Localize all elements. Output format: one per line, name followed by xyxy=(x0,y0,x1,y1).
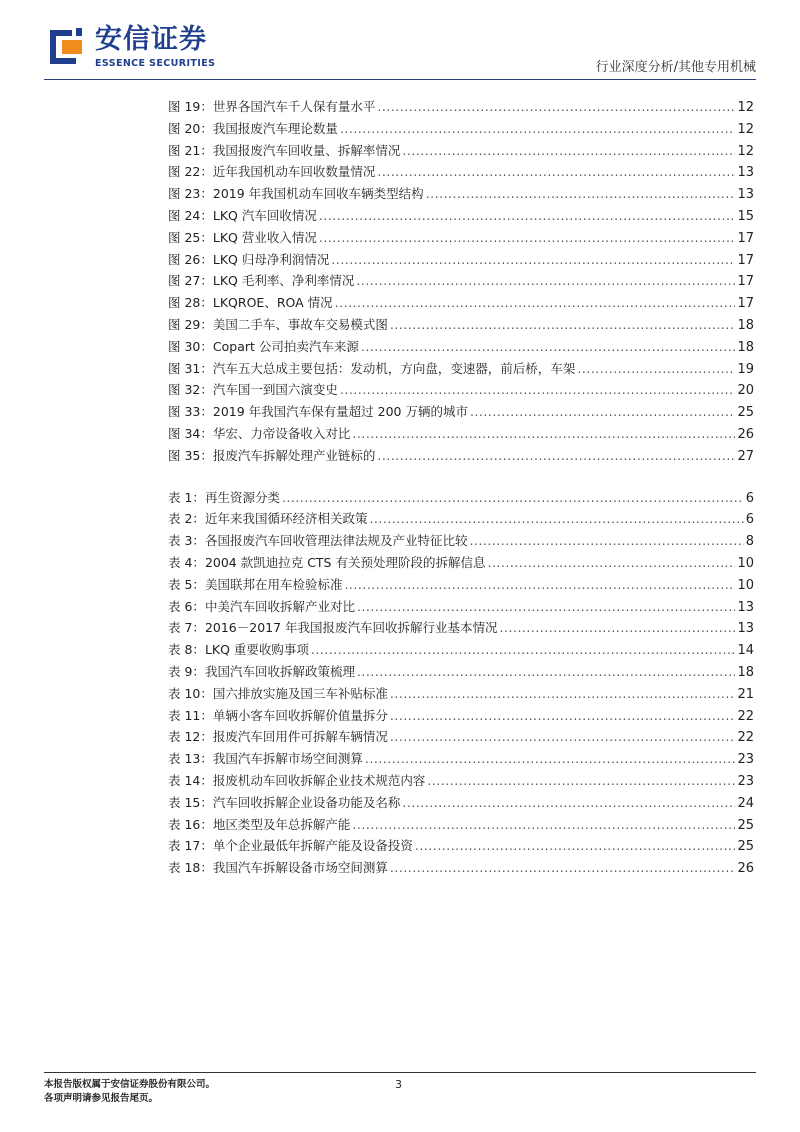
toc-entry-label: 图 21： xyxy=(168,142,213,158)
toc-entry-title: 我国报废汽车理论数量 xyxy=(212,120,338,136)
toc-entry-page: 17 xyxy=(737,230,754,246)
toc-leader-dots xyxy=(352,814,735,836)
toc-entry-label: 图 31： xyxy=(168,360,213,376)
toc-entry-title: 国六排放实施及国三车补贴标准 xyxy=(212,685,388,701)
toc-leader-dots xyxy=(331,249,735,271)
toc-entry-label: 表 17： xyxy=(168,838,213,854)
toc-entry[interactable] xyxy=(168,835,754,857)
toc-entry-label: 图 22： xyxy=(168,164,213,180)
toc-entry[interactable] xyxy=(168,814,754,836)
toc-leader-dots xyxy=(377,161,735,183)
toc-entry-title: 再生资源分类 xyxy=(204,489,280,505)
toc-entry-label: 表 12： xyxy=(168,729,213,745)
toc-entry-label: 表 18： xyxy=(168,860,213,876)
toc-entry-page: 27 xyxy=(737,448,754,464)
toc-entry-label: 表 15： xyxy=(168,794,213,810)
essence-logo-icon xyxy=(46,24,86,68)
toc-entry-label: 图 35： xyxy=(168,447,213,463)
toc-entry[interactable] xyxy=(168,423,754,445)
toc-leader-dots xyxy=(470,401,735,423)
toc-entry-title: LKQROE、ROA 情况 xyxy=(212,295,333,311)
toc-leader-dots xyxy=(426,183,736,205)
toc-leader-dots xyxy=(500,617,736,639)
toc-entry[interactable] xyxy=(168,270,754,292)
toc-entry[interactable] xyxy=(168,639,754,661)
toc-entry[interactable] xyxy=(168,336,754,358)
toc-leader-dots xyxy=(352,423,735,445)
toc-entry[interactable] xyxy=(168,792,754,814)
toc-entry-label: 图 19： xyxy=(168,99,213,114)
toc-leader-dots xyxy=(335,292,736,314)
toc-entry-label: 表 10： xyxy=(168,685,213,701)
toc-entry[interactable] xyxy=(168,161,754,183)
toc-entry-page: 14 xyxy=(737,643,754,659)
toc-entry[interactable] xyxy=(168,617,754,639)
toc-entry-page: 13 xyxy=(737,621,754,637)
toc-leader-dots xyxy=(377,96,735,118)
toc-entry-label: 图 26： xyxy=(168,251,213,267)
toc-entry-page: 20 xyxy=(737,383,754,399)
toc-entry-title: 单辆小客车回收拆解价值量拆分 xyxy=(212,707,388,723)
toc-entry[interactable] xyxy=(168,358,754,380)
toc-entry[interactable] xyxy=(168,552,754,574)
toc-entry-page: 12 xyxy=(737,143,754,159)
toc-entry-label: 表 6： xyxy=(168,598,205,614)
toc-entry-title: 我国汽车拆解设备市场空间测算 xyxy=(212,860,388,876)
toc-entry-page: 24 xyxy=(737,795,754,811)
toc-entry-title: 近年来我国循环经济相关政策 xyxy=(204,511,368,527)
toc-entry-title: LKQ 归母净利润情况 xyxy=(212,251,330,267)
toc-entry[interactable] xyxy=(168,292,754,314)
toc-entry-title: 2004 款凯迪拉克 CTS 有关预处理阶段的拆解信息 xyxy=(204,554,486,570)
toc-entry-title: 汽车回收拆解企业设备功能及名称 xyxy=(212,794,401,810)
toc-leader-dots xyxy=(390,683,736,705)
toc-entry-label: 图 33： xyxy=(168,404,213,420)
toc-entry-title: LKQ 毛利率、净利率情况 xyxy=(212,273,355,289)
toc-entry-title: Copart 公司拍卖汽车来源 xyxy=(212,338,359,354)
toc-entry-page: 8 xyxy=(745,534,754,550)
toc-entry-page: 12 xyxy=(737,121,754,137)
toc-entry-title: 汽车国一到国六演变史 xyxy=(212,382,338,398)
toc-leader-dots xyxy=(357,661,736,683)
toc-entry[interactable] xyxy=(168,661,754,683)
toc-leader-dots xyxy=(357,596,736,618)
toc-leader-dots xyxy=(282,487,744,509)
toc-entry-title: 单个企业最低年拆解产能及设备投资 xyxy=(212,838,413,854)
brand-name-en: ESSENCE SECURITIES xyxy=(95,58,216,69)
toc-entry[interactable] xyxy=(168,530,754,552)
toc-entry-label: 表 7： xyxy=(168,620,205,636)
toc-entry-title: 报废汽车拆解处理产业链标的 xyxy=(212,447,376,463)
toc-entry-page: 10 xyxy=(737,577,754,593)
toc-entry-label: 表 13： xyxy=(168,751,213,767)
toc-entry-title: LKQ 营业收入情况 xyxy=(212,229,317,245)
toc-entry-page: 10 xyxy=(737,555,754,571)
toc-entry[interactable] xyxy=(168,857,754,879)
toc-entry-title: 华宏、力帝设备收入对比 xyxy=(212,425,351,441)
toc-leader-dots xyxy=(344,574,735,596)
toc-entry-page: 6 xyxy=(745,490,754,506)
toc-entry-page: 23 xyxy=(737,752,754,768)
toc-entry-label: 表 14： xyxy=(168,772,213,788)
toc-entry-title: 地区类型及年总拆解产能 xyxy=(212,816,351,832)
toc-leader-dots xyxy=(390,705,736,727)
toc-leader-dots xyxy=(487,552,735,574)
figure-list xyxy=(168,96,754,467)
toc-leader-dots xyxy=(415,835,736,857)
footer-divider xyxy=(44,1072,756,1073)
toc-entry-label: 图 28： xyxy=(168,295,213,311)
toc-entry[interactable] xyxy=(168,705,754,727)
toc-entry-page: 23 xyxy=(737,773,754,789)
toc-entry-title: 2019 年我国汽车保有量超过 200 万辆的城市 xyxy=(212,404,468,420)
toc-entry-title: 中美汽车回收拆解产业对比 xyxy=(204,598,355,614)
toc-entry-page: 22 xyxy=(737,708,754,724)
toc-leader-dots xyxy=(311,639,736,661)
toc-entry-page: 25 xyxy=(737,817,754,833)
table-list xyxy=(168,487,754,879)
toc-entry-page: 25 xyxy=(737,839,754,855)
toc-entry-label: 图 30： xyxy=(168,338,213,354)
toc-entry-title: 美国联邦在用车检验标准 xyxy=(204,576,343,592)
toc-leader-dots xyxy=(390,314,736,336)
toc-entry-page: 13 xyxy=(737,165,754,181)
toc-entry-title: 我国报废汽车回收量、拆解率情况 xyxy=(212,142,401,158)
toc-entry-label: 图 32： xyxy=(168,382,213,398)
toc-entry-label: 表 5： xyxy=(168,576,205,592)
toc-entry[interactable] xyxy=(168,770,754,792)
toc-entry-page: 12 xyxy=(737,100,754,115)
toc-entry[interactable] xyxy=(168,401,754,423)
toc-entry-label: 表 4： xyxy=(168,554,205,570)
toc-entry-title: 美国二手车、事故车交易模式图 xyxy=(212,316,388,332)
toc-entry-label: 图 25： xyxy=(168,229,213,245)
report-category: 行业深度分析/其他专用机械 xyxy=(595,60,756,75)
toc-entry-label: 表 11： xyxy=(168,707,213,723)
toc-leader-dots xyxy=(340,379,736,401)
toc-leader-dots xyxy=(319,205,736,227)
table-of-contents xyxy=(168,96,754,879)
toc-entry-label: 表 1： xyxy=(168,489,205,505)
page-header xyxy=(0,0,800,78)
toc-entry[interactable] xyxy=(168,596,754,618)
brand-name-cn: 安信证券 xyxy=(95,24,207,55)
copyright-notice: 本报告版权属于安信证券股份有限公司。 xyxy=(44,1079,216,1090)
toc-entry[interactable] xyxy=(168,726,754,748)
toc-entry[interactable] xyxy=(168,445,754,467)
toc-entry-label: 表 9： xyxy=(168,663,205,679)
toc-entry[interactable] xyxy=(168,379,754,401)
toc-leader-dots xyxy=(402,140,735,162)
toc-entry[interactable] xyxy=(168,205,754,227)
toc-entry-label: 图 29： xyxy=(168,316,213,332)
toc-entry-page: 17 xyxy=(737,274,754,290)
toc-entry-title: 报废机动车回收拆解企业技术规范内容 xyxy=(212,772,426,788)
toc-entry-label: 图 27： xyxy=(168,273,213,289)
toc-entry[interactable] xyxy=(168,683,754,705)
toc-leader-dots xyxy=(469,530,743,552)
toc-entry-title: LKQ 汽车回收情况 xyxy=(212,207,317,223)
toc-entry-page: 25 xyxy=(737,405,754,421)
toc-leader-dots xyxy=(390,726,736,748)
toc-entry-label: 表 8： xyxy=(168,642,205,658)
toc-entry-title: 近年我国机动车回收数量情况 xyxy=(212,164,376,180)
toc-entry[interactable] xyxy=(168,508,754,530)
toc-entry-title: LKQ 重要收购事项 xyxy=(204,642,309,658)
toc-leader-dots xyxy=(356,270,735,292)
header-divider xyxy=(44,79,756,80)
toc-entry-label: 表 2： xyxy=(168,511,205,527)
toc-entry-title: 2016－2017 年我国报废汽车回收拆解行业基本情况 xyxy=(204,620,498,636)
toc-entry[interactable] xyxy=(168,183,754,205)
toc-entry-label: 图 20： xyxy=(168,120,213,136)
toc-entry-title: 我国汽车回收拆解政策梳理 xyxy=(204,663,355,679)
toc-entry[interactable] xyxy=(168,574,754,596)
toc-entry-page: 21 xyxy=(737,686,754,702)
toc-leader-dots xyxy=(319,227,736,249)
toc-entry-label: 图 23： xyxy=(168,186,213,202)
toc-entry-page: 17 xyxy=(737,296,754,312)
toc-entry-page: 13 xyxy=(737,599,754,615)
toc-entry-page: 22 xyxy=(737,730,754,746)
toc-entry[interactable] xyxy=(168,314,754,336)
disclaimer-notice: 各项声明请参见报告尾页。 xyxy=(44,1093,159,1104)
toc-entry[interactable] xyxy=(168,487,754,509)
toc-entry[interactable] xyxy=(168,140,754,162)
toc-entry-title: 各国报废汽车回收管理法律法规及产业特征比较 xyxy=(204,533,468,549)
toc-entry-label: 图 24： xyxy=(168,207,213,223)
page-number: 3 xyxy=(395,1078,402,1091)
toc-entry[interactable] xyxy=(168,227,754,249)
toc-entry-page: 26 xyxy=(737,426,754,442)
toc-entry-page: 15 xyxy=(737,208,754,224)
toc-entry[interactable] xyxy=(168,249,754,271)
toc-entry[interactable] xyxy=(168,748,754,770)
toc-entry-title: 汽车五大总成主要包括：发动机，方向盘，变速器，前后桥，车架 xyxy=(212,360,576,376)
toc-entry-page: 19 xyxy=(737,361,754,377)
toc-leader-dots xyxy=(365,748,736,770)
toc-entry[interactable] xyxy=(168,118,754,140)
toc-entry-label: 图 34： xyxy=(168,425,213,441)
toc-entry-page: 17 xyxy=(737,252,754,268)
toc-entry-title: 2019 年我国机动车回收车辆类型结构 xyxy=(212,186,424,202)
toc-entry-page: 26 xyxy=(737,861,754,877)
toc-entry-page: 13 xyxy=(737,187,754,203)
toc-leader-dots xyxy=(577,358,735,380)
list-spacer xyxy=(168,467,754,487)
toc-leader-dots xyxy=(377,445,735,467)
toc-entry-label: 表 3： xyxy=(168,533,205,549)
toc-leader-dots xyxy=(427,770,735,792)
toc-entry-page: 18 xyxy=(737,317,754,333)
toc-entry-label: 表 16： xyxy=(168,816,213,832)
toc-leader-dots xyxy=(361,336,736,358)
toc-entry-page: 6 xyxy=(745,512,754,528)
toc-entry-page: 18 xyxy=(737,664,754,680)
toc-entry-title: 我国汽车拆解市场空间测算 xyxy=(212,751,363,767)
toc-leader-dots xyxy=(390,857,736,879)
toc-entry-page: 18 xyxy=(737,339,754,355)
toc-entry-title: 报废汽车回用件可拆解车辆情况 xyxy=(212,729,388,745)
toc-entry-title: 世界各国汽车千人保有量水平 xyxy=(212,99,376,114)
toc-leader-dots xyxy=(402,792,735,814)
toc-leader-dots xyxy=(340,118,736,140)
toc-leader-dots xyxy=(369,508,743,530)
toc-entry[interactable] xyxy=(168,96,754,118)
